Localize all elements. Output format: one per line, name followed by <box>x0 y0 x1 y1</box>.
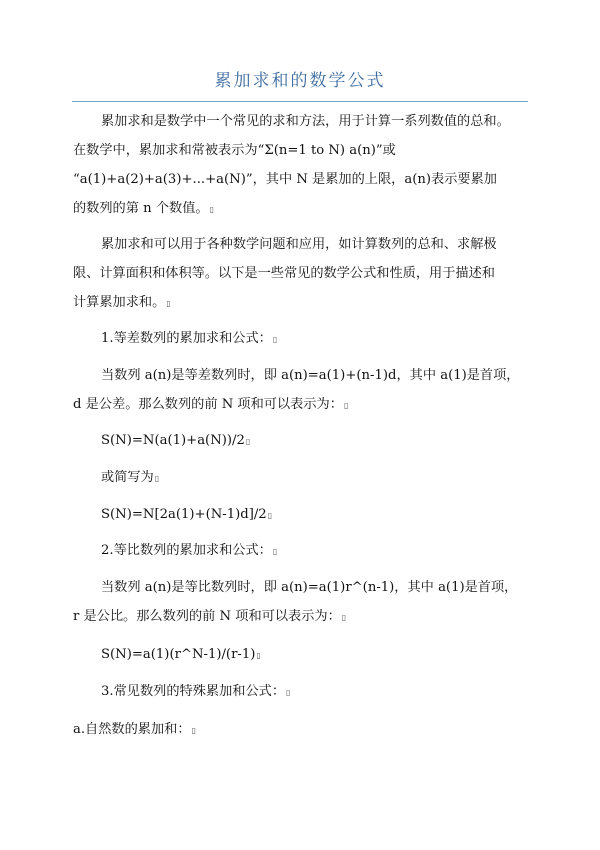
section3-sub-a-text: a.自然数的累加和： <box>73 722 191 737</box>
section1-desc-line2 <box>73 396 348 415</box>
section1-alt-label <box>101 469 159 488</box>
section3-heading <box>101 683 290 702</box>
para1-line3 <box>73 171 497 189</box>
section1-formula1-text: S(N)=N(a(1)+a(N))/2 <box>101 433 245 448</box>
paragraph-mark-icon: ▯ <box>267 511 273 520</box>
para1-line2 <box>73 142 396 160</box>
para1-line4-text: 的数列的第 n 个数值。 <box>73 201 209 216</box>
section2-desc-line1 <box>101 579 517 597</box>
paragraph-mark-icon: ▯ <box>272 335 278 344</box>
section2-heading-text: 2.等比数列的累加求和公式： <box>101 543 272 558</box>
paragraph-mark-icon: ▯ <box>341 613 347 622</box>
section1-formula2 <box>101 506 272 525</box>
para1-line3-text: “a(1)+a(2)+a(3)+...+a(N)”，其中 N 是累加的上限，a(n)表示要累加 <box>73 172 497 187</box>
para2-line2 <box>73 265 495 283</box>
section1-formula1 <box>101 432 250 451</box>
paragraph-mark-icon: ▯ <box>343 401 349 410</box>
section1-formula2-text: S(N)=N[2a(1)+(N-1)d]/2 <box>101 507 267 522</box>
section1-alt-label-text: 或简写为 <box>101 470 154 485</box>
paragraph-mark-icon: ▯ <box>272 547 278 556</box>
page-title: 累加求和的数学公式 <box>214 71 386 91</box>
section3-sub-a <box>73 721 196 740</box>
section2-formula <box>101 646 261 665</box>
paragraph-mark-icon: ▯ <box>166 299 171 308</box>
para1-line4 <box>73 200 214 219</box>
title-divider <box>72 101 528 102</box>
paragraph-mark-icon: ▯ <box>245 437 251 446</box>
para1-line2-text: 在数学中，累加求和常被表示为“Σ(n=1 to N) a(n)”或 <box>73 143 396 158</box>
section2-heading <box>101 542 277 561</box>
section1-desc-line2-text: d 是公差。那么数列的前 N 项和可以表示为： <box>73 397 343 412</box>
section2-desc-line2-text: r 是公比。那么数列的前 N 项和可以表示为： <box>73 609 341 624</box>
para2-line3-text: 计算累加求和。 <box>73 295 166 310</box>
paragraph-mark-icon: ▯ <box>256 651 261 660</box>
section1-heading-text: 1.等差数列的累加求和公式： <box>101 331 272 346</box>
section1-heading <box>101 330 277 349</box>
section2-desc-line2 <box>73 608 346 627</box>
paragraph-mark-icon: ▯ <box>286 688 291 697</box>
section2-formula-text: S(N)=a(1)(r^N-1)/(r-1) <box>101 647 256 662</box>
section2-desc-line1-text: 当数列 a(n)是等比数列时，即 a(n)=a(1)r^(n-1)，其中 a(1)是首项， <box>101 580 518 595</box>
paragraph-mark-icon: ▯ <box>154 474 160 483</box>
para2-line3 <box>73 294 171 313</box>
paragraph-mark-icon: ▯ <box>191 726 196 735</box>
para1-line1-text: 累加求和是数学中一个常见的求和方法，用于计算一系列数值的总和。 <box>101 114 510 129</box>
para1-line1 <box>101 113 510 131</box>
para2-line1 <box>101 236 497 254</box>
paragraph-mark-icon: ▯ <box>209 205 214 214</box>
para2-line1-text: 累加求和可以用于各种数学问题和应用，如计算数列的总和、求解极 <box>101 237 497 252</box>
para2-line2-text: 限、计算面积和体积等。以下是一些常见的数学公式和性质，用于描述和 <box>73 266 495 281</box>
section3-heading-text: 3.常见数列的特殊累加和公式： <box>101 684 286 699</box>
section1-desc-line1-text: 当数列 a(n)是等差数列时，即 a(n)=a(1)+(n-1)d，其中 a(1)是首项， <box>101 368 520 383</box>
section1-desc-line1 <box>101 367 520 385</box>
